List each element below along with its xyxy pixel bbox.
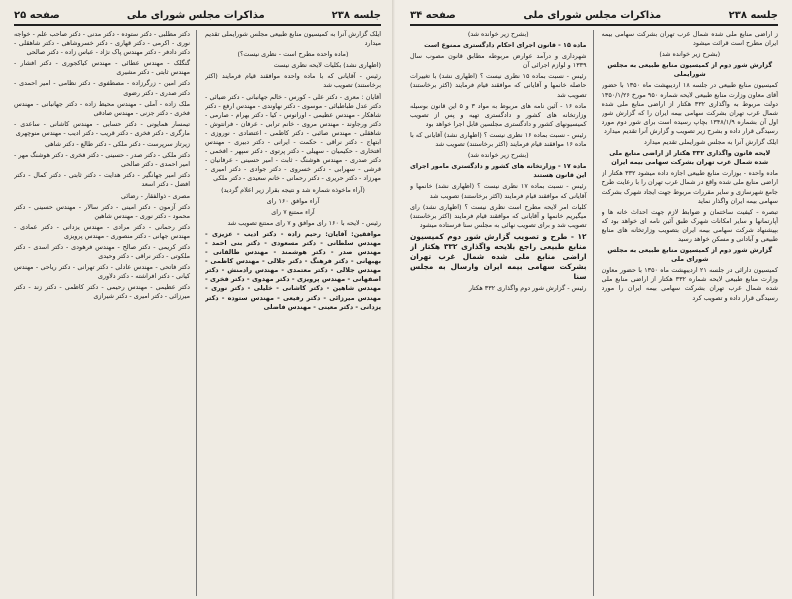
paragraph: (آراء ماخوذه شماره شد و نتیجه بقرار زیر اعلام گردید) <box>221 185 365 194</box>
paragraph: گنگلک - مهندس عطائی - مهندس کیاکجوری - دکتر افشار - مهندس ثابتی - دکتر مشیری <box>14 59 190 77</box>
right-page-header <box>410 10 778 26</box>
paragraph: رئیس - آقایانی که با ماده واحده موافقند قیام فرمایند (اکثر برخاستند) تصویب شد <box>205 72 381 90</box>
left-column-1 <box>205 30 381 596</box>
right-column-2 <box>410 30 594 596</box>
paragraph: لایحه قانون واگذاری ۳۳۲ هکتار از اراضی منابع ملی شده شمال غرب تهران بشرکت سهامی بیمه ایران <box>609 149 771 167</box>
right-columns <box>410 30 778 596</box>
paragraph: دکتر امیر جهانگیر - دکتر هدایت - دکتر ثابتی - دکتر کمال - دکتر افضل - دکتر اسعد <box>14 171 190 189</box>
right-session-label: جلسه ۲۳۸ <box>728 10 778 21</box>
paragraph: تبصره - کیفیت ساختمان و ضوابط لازم جهت احداث خانه ها و آپارتمانها و سایر امکانات شهرک طبق آئین نامه ای خواهد بود که بپیشنهاد شرکت سهامی بیمه ایران بتصویب وزارتخانه های منابع طبیعی و آبادانی و مسکن خواهد رسید <box>601 207 778 243</box>
left-page-header <box>14 10 381 26</box>
paragraph: دکتر فاتحی - مهندس عادلی - دکتر تهرانی - دکتر ریاحی - مهندس کیانی - دکتر افراشته - دکتر دلاوری <box>14 263 190 281</box>
paragraph: آراء موافق ۱۶۰ رای <box>266 196 320 205</box>
paragraph: دکتر عظیمی - مهندس رحیمی - دکتر کاظمی - دکتر زند - دکتر میرزائی - دکتر امیری - دکتر شیرازی <box>14 283 190 301</box>
paragraph: گزارش شور دوم از کمیسیون منابع طبیعی به مجلس شورایملی <box>607 61 773 79</box>
paragraph: دکتر ملکی - دکتر صدر - حسینی - دکتر فخری - دکتر هوشنگ مهر - امیر احمدی - دکتر صالحی <box>14 151 190 169</box>
right-page <box>396 0 792 599</box>
right-header-title: مذاکرات مجلس شورای ملی <box>523 10 662 21</box>
paragraph: دکتر مطلبی - دکتر ستوده - دکتر مدنی - دکتر صاحب علم - خواجه نوری - اکرمی - دکتر قهاری - دکتر خسروشاهی - دکتر شاهقلی - دکتر دادفر - دکتر مهندس پاک نژاد - عباس زاده - دکتر صالحی <box>14 30 190 57</box>
paragraph: رئیس - نسبت بماده ۱۶ نظری نیست ؟ (اظهاری نشد) آقایانی که با ماده ۱۶ موافقند قیام فرمایند (اکثر برخاستند) تصویب شد <box>410 130 587 149</box>
paragraph: (بشرح زیر خوانده شد) <box>467 151 529 160</box>
paragraph: کمیسیون دارائی در جلسه ۲۱ اردیبهشت ماه ۱۳۵۰ با حضور معاون وزارت منابع طبیعی لایحه شماره ۳۳۲ هکتار از اراضی منابع ملی شده شمال غرب تهران بشرکت سهامی بیمه ایران را مورد رسیدگی قرار داده و تصویب کرد <box>601 266 778 302</box>
paragraph: رئیس - گزارش شور دوم واگذاری ۳۳۲ هکتار <box>468 283 587 292</box>
paragraph: مصری - ذوالفقار - رضائی <box>121 191 190 200</box>
left-column-2 <box>14 30 197 596</box>
paragraph: آقایان : معری - دکتر علی - کورس - خالم جهانبانی - دکتر ضیائی - دکتر عدل طباطبائی - موسوی - دکتر نهاوندی - مهندس ارفع - دکتر شاهکار - مهندس عظیمی - اورانوس - کیا - دکتر بهرام - صارمی - دکتر ورجاوند - مهندس مروی - خانم ترابی - عرفان - فرانتوش - شاهقلی - مهندس صائبی - دکتر کاظمی - اعتضادی - نوروزی - ابتهاج - دکتر نراقی - حکمت - ایرانی - دکتر دبیری - مهندس افتخاری - حکیمیان - سهیلی - دکتر پرتوی - دکتر سپهر - افخمی - دکتر صدری - مهندس هوشنگ - ثابت - امیر حسینی - عرفانیان - قرشی - سهرابی - دکتر خسروی - دکتر جوادی - دکتر امیری - مهرزاد - دکتر حریری - دکتر رحمانی - خانم سعیدی - دکتر ملکی <box>205 92 381 183</box>
paragraph: ماده ۱۶ - آئین نامه های مربوط به مواد ۳ و ۵ این قانون بوسیله وزارتخانه های کشور و دادگستری تهیه و پس از تصویب کمیسیونهای کشور و دادگستری مجلسین قابل اجرا خواهد بود <box>410 101 587 128</box>
paragraph: ملک زاده - آملی - مهندس محیط زاده - دکتر جهانبانی - مهندس فخری - دکتر جزنی - مهندس صادقی <box>14 99 190 117</box>
left-page-number: صفحه ۲۵ <box>14 10 60 21</box>
paragraph: کلیات امر لایحه مطرح است نظری نیست ؟ (اظهاری نشد) رای میگیریم خانمها و آقایانی که موافقند قیام فرمایند (اکثر برخاستند) تصویب شد و برای تصویب نهائی به مجلس سنا فرستاده میشود <box>410 202 587 229</box>
paragraph: ایلک گزارش آنرا به مجلس شورایملی تقدیم میدارد <box>644 138 778 147</box>
paragraph: تیمسار همایونی - دکتر حسابی - مهندس کاشانی - ساعدی - مارگری - دکتر فخری - دکتر قریب - دکتر ادیب - مهندس منوچهری <box>14 119 190 137</box>
paragraph: رئیس - لایحه با ۱۶۰ رای موافق و ۷ رای ممتنع تصویب شد <box>227 218 381 227</box>
left-session-label: جلسه ۲۳۸ <box>331 10 381 21</box>
paragraph: موافقین: آقایان: رحیم زاده - دکتر ادیب - عزیزی - مهندس سلطانی - دکتر مسعودی - دکتر بنی احمد - مهندس صدر - دکتر هوشمند - مهندس طالقانی - بهبهانی - دکتر فرهنگ - دکتر جلالی - مهندس کاظمی - مهندس جلالی - دکتر معتمدی - مهندس رادمنش - دکتر اصفهانی - مهندس پرویزی - دکتر مهدوی - دکتر فخری - مهندس شاهین - دکتر کاشانی - خلیلی - دکتر نوری - مهندس میرزائی - دکتر رفیعی - مهندس ستوده - دکتر یزدانی - دکتر معینی - مهندس فاضلی <box>205 229 381 311</box>
paragraph: ماده واحده - بوزارت منابع طبیعی اجازه داده میشود ۳۳۲ هکتار از اراضی منابع ملی شده واقع در شمال غرب تهران را با رعایت طرح جامع شهرسازی و سایر مقررات مربوط جهت ایجاد شهرک بشرکت سهامی بیمه ایران واگذار نماید <box>601 169 778 205</box>
paragraph: رئیس - نسبت بماده ۱۷ نظری نیست ؟ (اظهاری نشد) خانمها و آقایانی که موافقند قیام فرمایند (اکثر برخاستند) تصویب شد <box>410 182 587 200</box>
paragraph: زیرتاز سرپرست - دکتر ملکی - دکتر طالع - دکتر شاهی <box>44 140 190 149</box>
paragraph: (بشرح زیر خوانده شد) <box>659 50 721 59</box>
paragraph: دکتر کریمی - دکتر صالح - مهندس فرهودی - دکتر اسدی - دکتر ملکوتی - دکتر نراقی - دکتر وحیدی <box>14 242 190 261</box>
paragraph: گزارش شور دوم از کمیسیون منابع طبیعی به مجلس شورای ملی <box>607 246 773 264</box>
paragraph: دکتر آزمون - دکتر امینی - دکتر سالار - مهندس حسینی - دکتر محمود - دکتر نوری - مهندس شاهین <box>14 202 190 220</box>
right-column-1 <box>602 30 779 596</box>
paragraph: ماده ۱۵ - قانون اجرای احکام دادگستری ممنوع است <box>424 41 587 50</box>
paragraph: رئیس - نسبت بماده ۱۵ نظری نیست ؟ (اظهاری نشد) با تغییرات حاصله خانمها و آقایانی که موافقند قیام فرمایند (اکثر برخاستند) تصویب شد <box>410 72 587 99</box>
paragraph: آراء ممتنع ۷ رای <box>271 207 315 216</box>
paragraph: شهرداری و درآمد عوارض مربوطه مطابق قانون مصوب سال ۱۳۳۹ و لوازم اجرائی آن <box>410 52 587 70</box>
paragraph: دکتر رحمانی - دکتر مرادی - مهندس یزدانی - دکتر عمادی - مهندس جهانی - دکتر منصوری - مهندس پرویزی <box>14 222 190 240</box>
paragraph: ایلک گزارش آنرا به کمیسیون منابع طبیعی مجلس شورایملی تقدیم میدارد <box>205 30 381 48</box>
paragraph: (ماده واحده مطرح است - نظری نیست؟) <box>237 50 349 59</box>
paragraph: ز اراضی منابع ملی شده شمال غرب تهران بشرکت سهامی بیمه ایران مطرح است قرائت میشود <box>601 30 778 48</box>
paragraph: کمیسیون منابع طبیعی در جلسه ۱۸ اردیبهشت ماه ۱۳۵۰ با حضور آقای معاون وزارت منابع طبیعی لایحه شماره ۹۵۰ مورخ ۱۳۵۰/۱/۲۶ دولت مربوط به واگذاری ۳۳۲ هکتار از اراضی منابع ملی شده شمال غرب تهران بشرکت سهامی بیمه ایران را که گزارش شور اول آن بشماره ۱۳۴۸/۱/۹ بچاپ رسیده است برای شور دوم مورد رسیدگی قرار داده و بشرح زیر تصویب و گزارش آنرا تقدیم میدارد <box>601 81 778 135</box>
paragraph: ماده ۱۷ - وزارتخانه های کشور و دادگستری مامور اجرای این قانون هستند <box>410 162 587 180</box>
paragraph: (اظهاری نشد) بکلیات لایحه نظری نیست <box>273 61 381 70</box>
paragraph: دکتر امین - زرگرزاده - مصطفوی - دکتر نظامی - امیر احمدی - دکتر صدری - دکتر رضوی <box>14 79 190 97</box>
paragraph: (بشرح زیر خوانده شد) <box>467 30 529 38</box>
section-heading: ۱۲ - طرح و تصویب گزارش شور دوم کمیسیون منابع طبیعی راجع بلایحه واگذاری ۳۳۲ هکتار از اراضی منابع ملی شده شمال غرب تهران بشرکت سهامی بیمه ایران وارسال به مجلس سنا <box>410 231 587 281</box>
left-header-title: مذاکرات مجلس شورای ملی <box>126 10 265 21</box>
right-page-number: صفحه ۳۴ <box>410 10 456 21</box>
left-columns <box>14 30 381 596</box>
